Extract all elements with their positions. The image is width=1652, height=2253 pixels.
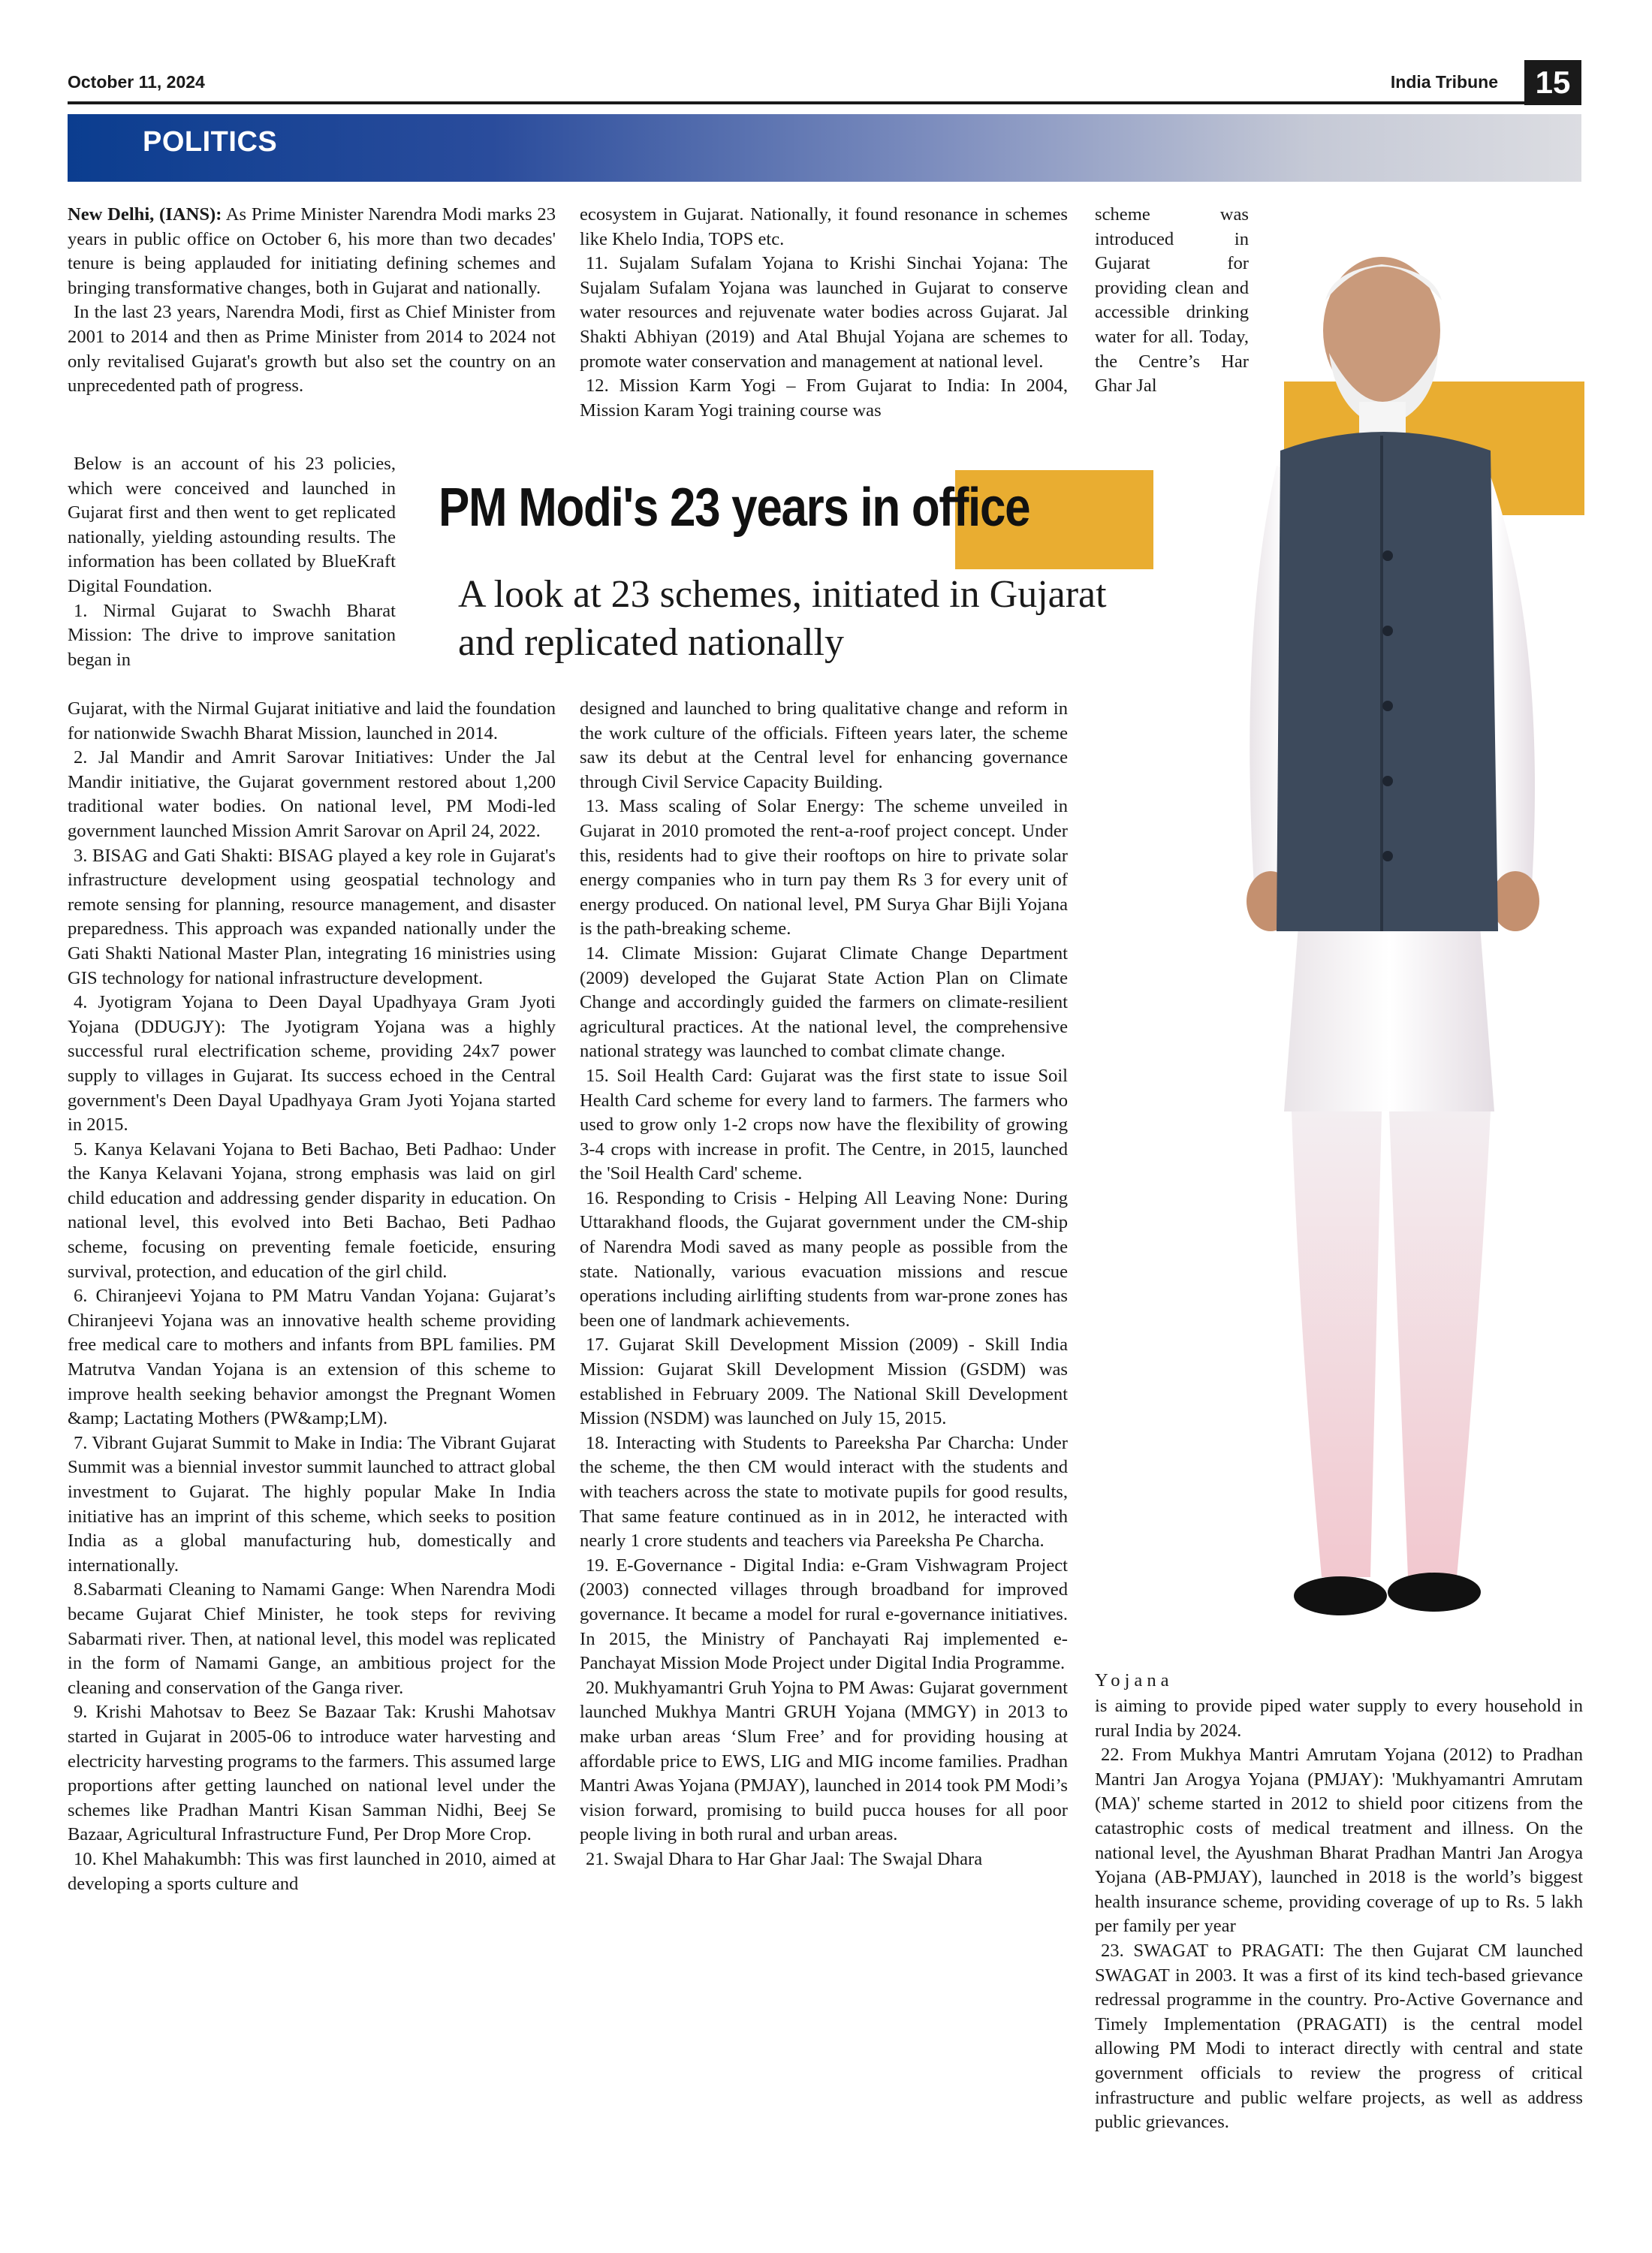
- article-paragraph: 23. SWAGAT to PRAGATI: The then Gujarat CM launched SWAGAT in 2003. It was a first of its kind tech-based grievance redressal programme in the country. Pro-Active Governance and Timely Implementation (PRAGATI) is the central model allowing PM Modi to interact directly with central and state government officials to review the progress of critical infrastructure and public welfare projects, as well as address public grievances.: [1095, 1940, 1583, 2133]
- column3-top: [1095, 203, 1249, 399]
- article-paragraph: 7. Vibrant Gujarat Summit to Make in India: The Vibrant Gujarat Summit was a biennial investor summit launched to attract global investment to Gujarat. The highly popular Make In India initiative has an imprint of this scheme, which seeks to position India as a global manufacturing hub, domestically and internationally.: [68, 1432, 556, 1576]
- column1-narrow: [68, 452, 396, 672]
- column2-top: [580, 203, 1068, 423]
- column3-bottom: [1095, 1694, 1583, 2135]
- article-paragraph: Below is an account of his 23 policies, which were conceived and launched in Gujarat first and then went to get replicated nationally, yielding astounding results. The information has been collated by BlueKraft Digital Foundation.: [68, 454, 396, 596]
- page-number: 15: [1524, 60, 1581, 105]
- article-paragraph: In the last 23 years, Narendra Modi, first as Chief Minister from 2001 to 2014 and then as Prime Minister from 2014 to 2024 not only revitalised Gujarat's growth but also set the country on an unprecedented path of progress.: [68, 302, 556, 397]
- article-word: Yojana: [1095, 1670, 1174, 1691]
- article-paragraph: 6. Chiranjeevi Yojana to PM Matru Vandan Yojana: Gujarat’s Chiranjeevi Yojana was an innovative health scheme providing free medical care to mothers and infants from BPL families. PM Matrutva Vandan Yojana is an extension of this scheme to improve health seeking behavior amongst the Pregnant Women &amp; Lactating Mothers (PW&amp;LM).: [68, 1286, 556, 1429]
- article-paragraph: 21. Swajal Dhara to Har Ghar Jaal: The Swajal Dhara: [586, 1848, 983, 1869]
- article-paragraph: 13. Mass scaling of Solar Energy: The scheme unveiled in Gujarat in 2010 promoted the rent-a-roof project concept. Under this, residents had to give their rooftops on hire to private solar energy companies who in turn pay them Rs 3 for every unit of energy produced. On national level, PM Surya Ghar Bijli Yojana is the path-breaking scheme.: [580, 796, 1068, 940]
- column1-bottom: [68, 697, 556, 1896]
- header-rule: [68, 101, 1524, 104]
- article-paragraph: 19. E-Governance - Digital India: e-Gram Vishwagram Project (2003) connected villages through broadband for improved governance. It became a model for rural e-governance initiatives. In 2015, the Ministry of Panchayati Raj implemented e-Panchayat Mission Mode Project under Digital India Programme.: [580, 1555, 1068, 1674]
- article-paragraph: 10. Khel Mahakumbh: This was first launched in 2010, aimed at developing a sports culture and: [68, 1848, 556, 1894]
- article-paragraph: 17. Gujarat Skill Development Mission (2009) - Skill India Mission: Gujarat Skill Development Mission (GSDM) was established in February 2009. The National Skill Development Mission (NSDM) was launched on July 15, 2015.: [580, 1335, 1068, 1429]
- article-paragraph: 2. Jal Mandir and Amrit Sarovar Initiatives: Under the Jal Mandir initiative, the Gujarat government restored about 1,200 traditional water bodies. On national level, PM Modi-led government launched Mission Amrit Sarovar on April 24, 2022.: [68, 747, 556, 841]
- article-paragraph: scheme was introduced in Gujarat for providing clean and accessible drinking water for all. Today, the Centre’s Har Ghar Jal: [1095, 204, 1249, 397]
- article-paragraph: 11. Sujalam Sufalam Yojana to Krishi Sinchai Yojana: The Sujalam Sufalam Yojana was launched in Gujarat to conserve water resources and rejuvenate water bodies across Gujarat. Jal Shakti Abhiyan (2019) and Atal Bhujal Yojana are schemes to promote water conservation and management at national level.: [580, 253, 1068, 372]
- dateline: New Delhi, (IANS):: [68, 204, 222, 225]
- lead-paragraph: As Prime Minister Narendra Modi marks 23 years in public office on October 6, his more than two decades' tenure is being applauded for initiating defining schemes and bringing transformative changes, both in Gujarat and nationally.: [68, 204, 556, 298]
- article-paragraph: 16. Responding to Crisis - Helping All Leaving None: During Uttarakhand floods, the Gujarat government under the CM-ship of Narendra Modi saved as many people as possible from the state. Nationally, various evacuation missions and rescue operations including airlifting students from war-prone zones has been one of landmark achievements.: [580, 1187, 1068, 1331]
- article-paragraph: 3. BISAG and Gati Shakti: BISAG played a key role in Gujarat's infrastructure development using geospatial technology and remote sensing for planning, resource management, and disaster preparedness. This approach was expanded nationally under the Gati Shakti National Master Plan, integrating 16 ministries using GIS technology for national infrastructure development.: [68, 845, 556, 988]
- subheadline: A look at 23 schemes, initiated in Gujarat and replicated nationally: [458, 573, 1107, 664]
- article-paragraph: Gujarat, with the Nirmal Gujarat initiative and laid the foundation for nationwide Swachh Bharat Mission, launched in 2014.: [68, 698, 556, 743]
- article-paragraph: 18. Interacting with Students to Pareeksha Par Charcha: Under the scheme, the then CM would interact with the students and with teachers across the state to motivate pupils for good results, That same feature continued as in in 2012, he interacted with nearly 1 crore students and teachers via Pareeksha Pe Charcha.: [580, 1432, 1068, 1552]
- article-paragraph: is aiming to provide piped water supply to every household in rural India by 2024.: [1095, 1696, 1583, 1741]
- article-paragraph: ecosystem in Gujarat. Nationally, it found resonance in schemes like Khelo India, TOPS etc.: [580, 204, 1068, 249]
- publication-name: India Tribune: [1390, 72, 1498, 92]
- column1-top: [68, 203, 556, 399]
- article-paragraph: 5. Kanya Kelavani Yojana to Beti Bachao, Beti Padhao: Under the Kanya Kelavani Yojana, strong emphasis was laid on girl child education and addressing gender disparity in education. On national level, this evolved into Beti Bachao, Beti Padhao scheme, focusing on preventing female foeticide, ensuring survival, protection, and education of the girl child.: [68, 1139, 556, 1282]
- article-paragraph: 14. Climate Mission: Gujarat Climate Change Department (2009) developed the Gujarat State Action Plan on Climate Change and accordingly guided the farmers on climate-resilient agricultural practices. At the national level, the comprehensive national strategy was launched to combat climate change.: [580, 943, 1068, 1062]
- issue-date: October 11, 2024: [68, 72, 205, 92]
- column2-bottom: [580, 697, 1068, 1872]
- person-photo-icon: [1209, 240, 1562, 1645]
- article-paragraph: 9. Krishi Mahotsav to Beez Se Bazaar Tak: Krushi Mahotsav started in Gujarat in 2005-06 to introduce water harvesting and electricity harvesting programs to the farmers. This assumed large proportions after getting launched on national level under the schemes like Pradhan Mantri Kisan Samman Nidhi, Beej Se Bazaar, Agricultural Infrastructure Fund, Per Drop More Crop.: [68, 1702, 556, 1845]
- article-paragraph: 12. Mission Karm Yogi – From Gujarat to India: In 2004, Mission Karam Yogi training course was: [580, 376, 1068, 421]
- section-banner: [68, 114, 1581, 182]
- article-paragraph: 15. Soil Health Card: Gujarat was the first state to issue Soil Health Card scheme for every land to farmers. The farmers who used to grow only 1-2 crops now have the flexibility of growing 3-4 crops with increase in profit. The Centre, in 2015, launched the 'Soil Health Card' scheme.: [580, 1065, 1068, 1184]
- article-paragraph: 20. Mukhyamantri Gruh Yojna to PM Awas: Gujarat government launched Mukhya Mantri GRUH Yojana (MMGY) in 2013 to make urban areas ‘Slum Free’ and for providing housing at affordable price to EWS, LIG and MIG income families. Pradhan Mantri Awas Yojana (PMJAY), launched in 2014 took PM Modi’s vision forward, promising to build pucca houses for all poor people living in both rural and urban areas.: [580, 1677, 1068, 1845]
- article-paragraph: designed and launched to bring qualitative change and reform in the work culture of the officials. Fifteen years later, the scheme saw its debut at the Central level for enhancing governance through Civil Service Capacity Building.: [580, 698, 1068, 792]
- headline: PM Modi's 23 years in office: [439, 478, 1030, 538]
- article-paragraph: 1. Nirmal Gujarat to Swachh Bharat Mission: The drive to improve sanitation began in: [68, 600, 396, 670]
- section-label: POLITICS: [143, 126, 278, 158]
- article-paragraph: 22. From Mukhya Mantri Amrutam Yojana (2012) to Pradhan Mantri Jan Arogya Yojana (PMJAY): 'Mukhyamantri Amrutam (MA)' scheme started in 2012 to shield poor citizens from the catastrophic costs of medical treatment and illness. On the national level, the Ayushman Bharat Pradhan Mantri Jan Arogya Yojana (AB-PMJAY), launched in 2018 is the world’s biggest health insurance scheme, providing coverage of up to Rs. 5 lakh per family per year: [1095, 1745, 1583, 1937]
- article-paragraph: 4. Jyotigram Yojana to Deen Dayal Upadhyaya Gram Jyoti Yojana (DDUGJY): The Jyotigram Yojana was a highly successful rural electrification scheme, providing 24x7 power supply to villages in Gujarat. Its success echoed in the Central government's Deen Dayal Upadhyaya Gram Jyoti Yojana started in 2015.: [68, 992, 556, 1136]
- article-paragraph: 8.Sabarmati Cleaning to Namami Gange: When Narendra Modi became Gujarat Chief Minister, he took steps for reviving Sabarmati river. Then, at national level, this model was replicated in the form of Namami Gange, an ambitious project for the cleaning and conservation of the Ganga river.: [68, 1579, 556, 1698]
